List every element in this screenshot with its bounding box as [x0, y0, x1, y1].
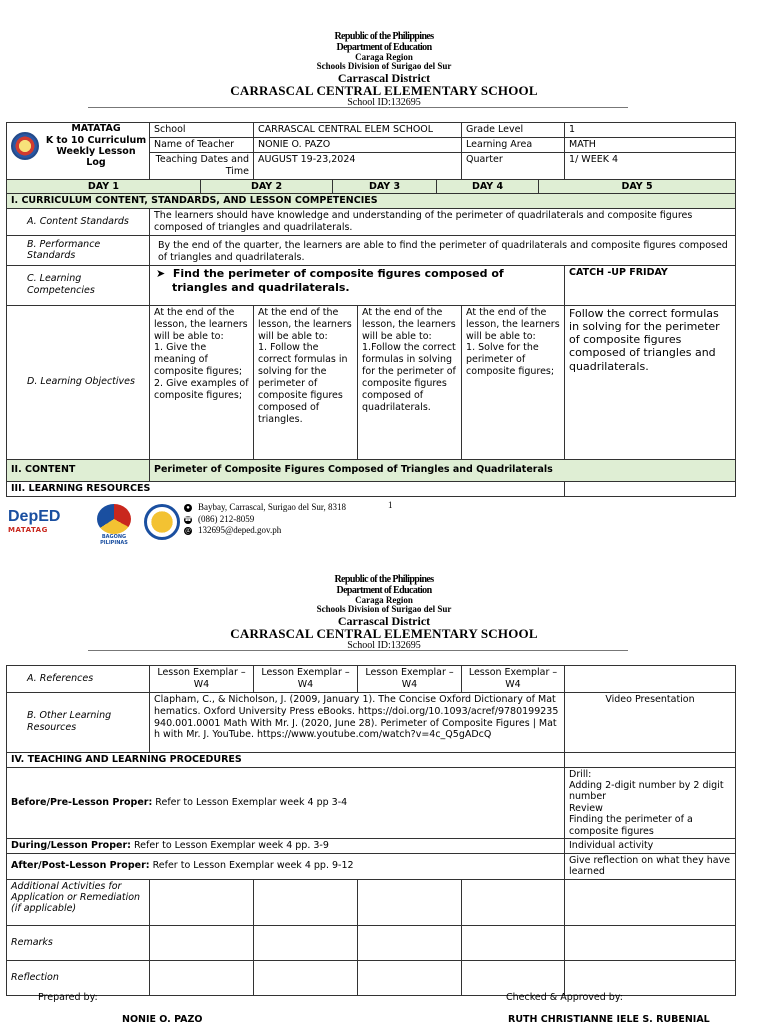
section2-text: Perimeter of Composite Figures Composed of Triangles and Quadrilaterals — [150, 459, 736, 481]
competencies-value: Find the perimeter of composite figures composed of triangles and quadrilaterals. — [172, 266, 504, 294]
teacher-label: Name of Teacher — [150, 137, 254, 152]
header-divider — [88, 650, 628, 651]
page2-header — [0, 575, 768, 652]
reflection-day1 — [150, 960, 254, 995]
reflection-label: Reflection — [7, 960, 150, 995]
grade-value: 1 — [565, 123, 736, 138]
content-standards-label: A. Content Standards — [7, 209, 150, 236]
day-header: DAY 3 — [333, 179, 437, 194]
page-header — [0, 32, 768, 109]
day-header: DAY 4 — [437, 179, 539, 194]
globe-icon: @ — [185, 528, 191, 535]
objectives-day3: At the end of the lesson, the learners will be able to: 1.Follow the correct formulas in solving for the perimeter of composite figures composed of quadrilaterals. — [358, 305, 462, 459]
references-day4: Lesson Exemplar – W4 — [462, 666, 565, 693]
remarks-day2 — [254, 925, 358, 960]
during-lesson-row — [7, 838, 565, 853]
during-lesson-day5: Individual activity — [565, 838, 736, 853]
email-text: 132695@deped.gov.ph — [198, 525, 282, 536]
content-standards-text: The learners should have knowledge and understanding of the perimeter of quadrilaterals and composite figures composed of triangles and quadrilaterals. — [150, 209, 736, 236]
district-text: Carrascal District — [337, 70, 431, 85]
log-title: MATATAG K to 10 Curriculum Weekly Lesson Log — [45, 123, 147, 169]
lesson-log-table-continued — [6, 665, 736, 996]
after-lesson-row — [7, 853, 565, 879]
checked-by-name: RUTH CHRISTIANNE IELE S. RUBENIAL — [508, 1014, 710, 1024]
republic-text: Republic of the Philippines — [334, 574, 434, 585]
remarks-day1 — [150, 925, 254, 960]
lesson-log-table — [6, 122, 736, 497]
district-text: Carrascal District — [337, 613, 431, 628]
region-text: Caraga Region — [355, 595, 413, 605]
school-id: School ID:132695 — [347, 640, 421, 652]
during-lesson-text: Refer to Lesson Exemplar week 4 pp. 3-9 — [130, 839, 329, 851]
area-value: MATH — [565, 137, 736, 152]
reflection-day3 — [358, 960, 462, 995]
contact-info — [184, 502, 346, 537]
checked-by-label: Checked & Approved by: — [506, 992, 623, 1003]
dates-value: AUGUST 19-23,2024 — [254, 152, 462, 179]
competencies-text: ➤ Find the perimeter of composite figures composed of triangles and quadrilaterals. — [150, 265, 565, 305]
objectives-day1: At the end of the lesson, the learners will be able to: 1. Give the meaning of composite figures; 2. Give examples of composite figures; — [150, 305, 254, 459]
header-divider — [88, 107, 628, 108]
section1-title: I. CURRICULUM CONTENT, STANDARDS, AND LESSON COMPETENCIES — [7, 194, 736, 209]
phone-icon: ☎ — [184, 516, 192, 523]
day-header: DAY 2 — [201, 179, 333, 194]
performance-standards-label: B. Performance Standards — [7, 236, 150, 266]
quarter-value: 1/ WEEK 4 — [565, 152, 736, 179]
after-lesson-label: After/Post-Lesson Proper: — [11, 860, 150, 872]
competencies-label: C. Learning Competencies — [7, 265, 150, 305]
school-name: CARRASCAL CENTRAL ELEMENTARY SCHOOL — [230, 626, 538, 642]
section4-title: IV. TEACHING AND LEARNING PROCEDURES — [7, 752, 565, 767]
day-header: DAY 5 — [539, 179, 736, 194]
school-name: CARRASCAL CENTRAL ELEMENTARY SCHOOL — [230, 83, 538, 99]
additional-day3 — [358, 879, 462, 925]
remarks-day4 — [462, 925, 565, 960]
day-header: DAY 1 — [7, 179, 201, 194]
school-id: School ID:132695 — [347, 97, 421, 109]
section2-title: II. CONTENT — [7, 459, 150, 481]
before-lesson-row — [7, 767, 565, 838]
before-lesson-label: Before/Pre-Lesson Proper: — [11, 796, 153, 808]
dates-label: Teaching Dates and Time — [150, 152, 254, 179]
reflection-day2 — [254, 960, 358, 995]
section4-day5 — [565, 752, 736, 767]
remarks-day5 — [565, 925, 736, 960]
department-text: Department of Education — [336, 584, 432, 596]
additional-day1 — [150, 879, 254, 925]
section3-day5 — [565, 481, 736, 496]
division-text: Schools Division of Surigao del Sur — [316, 604, 452, 615]
additional-day5 — [565, 879, 736, 925]
republic-text: Republic of the Philippines — [334, 31, 434, 42]
references-day2: Lesson Exemplar – W4 — [254, 666, 358, 693]
references-label: A. References — [7, 666, 150, 693]
before-lesson-day5: Drill: Adding 2-digit number by 2 digit number Review Finding the perimeter of a composite figures — [565, 767, 736, 838]
objectives-label: D. Learning Objectives — [7, 305, 150, 459]
other-resources-label: B. Other Learning Resources — [7, 692, 150, 752]
phone-text: (086) 212-8059 — [198, 513, 255, 524]
additional-activities-label: Additional Activities for Application or Remediation (if applicable) — [7, 879, 150, 925]
title-cell — [7, 123, 150, 180]
matatag-logo-text: MATATAG — [8, 526, 48, 534]
after-lesson-day5: Give reflection on what they have learned — [565, 853, 736, 879]
references-day3: Lesson Exemplar – W4 — [358, 666, 462, 693]
school-value: CARRASCAL CENTRAL ELEM SCHOOL — [254, 123, 462, 138]
other-resources-day5: Video Presentation — [565, 692, 736, 752]
during-lesson-label: During/Lesson Proper: — [11, 839, 131, 851]
reflection-day5 — [565, 960, 736, 995]
reflection-day4 — [462, 960, 565, 995]
page-number: 1 — [388, 500, 393, 510]
prepared-by-name: NONIE O. PAZO — [122, 1014, 203, 1024]
objectives-day5: Follow the correct formulas in solving for the perimeter of composite figures composed of triangles and quadrilaterals. — [565, 305, 736, 459]
area-label: Learning Area — [462, 137, 565, 152]
location-icon: ● — [184, 504, 192, 512]
before-lesson-text: Refer to Lesson Exemplar week 4 pp 3-4 — [152, 796, 348, 808]
department-text: Department of Education — [336, 41, 432, 53]
objectives-day4: At the end of the lesson, the learners will be able to: 1. Solve for the perimeter of composite figures; — [462, 305, 565, 459]
additional-day4 — [462, 879, 565, 925]
grade-label: Grade Level — [462, 123, 565, 138]
deped-seal-icon — [7, 130, 43, 162]
references-day1: Lesson Exemplar – W4 — [150, 666, 254, 693]
school-seal-icon — [144, 504, 180, 540]
quarter-label: Quarter — [462, 152, 565, 179]
other-resources-text: Clapham, C., & Nicholson, J. (2009, January 1). The Concise Oxford Dictionary of Mathematics. Oxford University Press eBooks. https://doi.org/10.1093/acref/9780199235940.001.0001 Math With Mr. J. (2020, June 28). Perimeter of Composite Figures | Math with Mr. J. YouTube. https://www.youtube.com/watch?v=4c_Q5gADcQ — [150, 692, 565, 752]
after-lesson-text: Refer to Lesson Exemplar week 4 pp. 9-12 — [149, 860, 354, 872]
region-text: Caraga Region — [355, 52, 413, 62]
school-label: School — [150, 123, 254, 138]
objectives-day2: At the end of the lesson, the learners will be able to: 1. Follow the correct formulas in solving for the perimeter of composite figures composed of triangles. — [254, 305, 358, 459]
address-text: Baybay, Carrascal, Surigao del Sur, 8318 — [198, 502, 347, 512]
additional-day2 — [254, 879, 358, 925]
bagong-pilipinas-text: BAGONG PILIPINAS — [100, 534, 128, 546]
remarks-day3 — [358, 925, 462, 960]
performance-standards-text: By the end of the quarter, the learners are able to find the perimeter of quadrilaterals and composite figures composed of triangles and quadrilaterals. — [150, 236, 736, 266]
prepared-by-label: Prepared by: — [38, 992, 98, 1003]
remarks-label: Remarks — [7, 925, 150, 960]
page-footer — [8, 500, 408, 546]
bagong-pilipinas-logo-icon — [90, 504, 138, 544]
references-day5 — [565, 666, 736, 693]
section3-title: III. LEARNING RESOURCES — [7, 481, 565, 496]
deped-logo-icon — [8, 508, 82, 542]
teacher-value: NONIE O. PAZO — [254, 137, 462, 152]
deped-logo-text: DepED — [8, 508, 61, 525]
catch-up-friday: CATCH -UP FRIDAY — [565, 265, 736, 305]
division-text: Schools Division of Surigao del Sur — [316, 61, 452, 72]
